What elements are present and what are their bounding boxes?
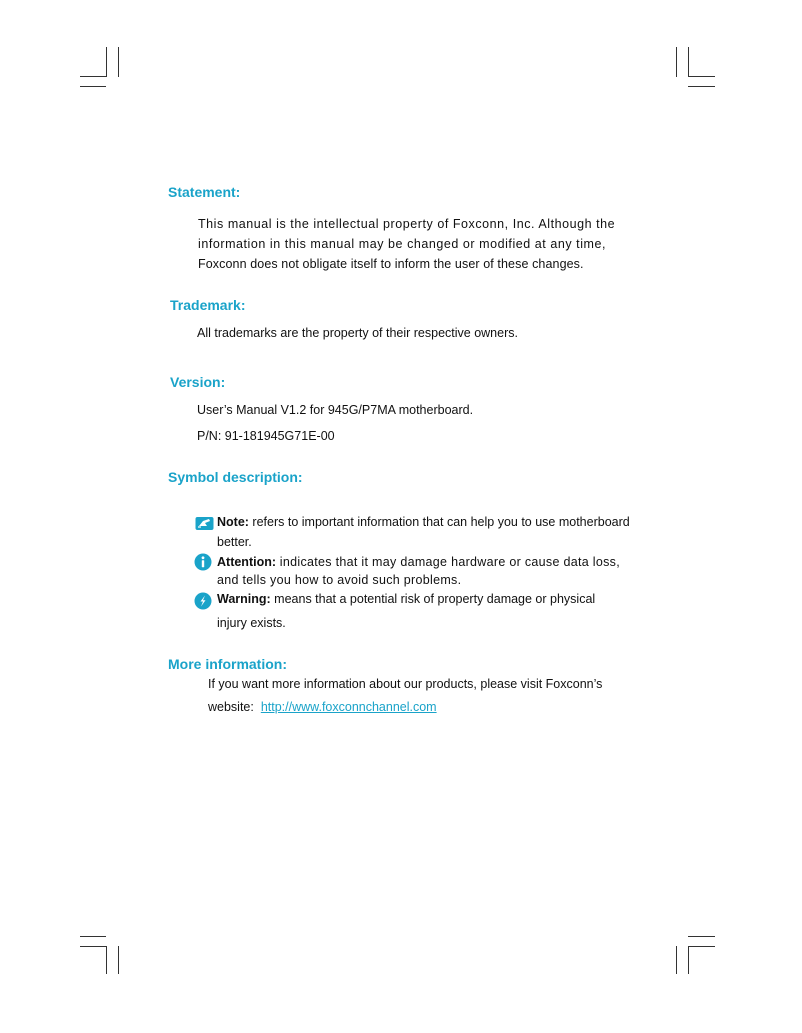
attention-line <box>217 555 620 569</box>
warning-line <box>217 592 595 606</box>
note-hand-icon <box>195 515 215 531</box>
statement-line-3: Foxconn does not obligate itself to inform the user of these changes. <box>198 257 584 271</box>
symbol-heading: Symbol description: <box>168 469 303 485</box>
version-manual: User’s Manual V1.2 for 945G/P7MA motherboard. <box>197 403 474 417</box>
attention-text: indicates that it may damage hardware or cause data loss, <box>276 555 620 569</box>
statement-line-2: information in this manual may be changed or modified at any time, <box>198 237 607 251</box>
statement-paragraph <box>198 214 615 274</box>
trademark-text: All trademarks are the property of their respective owners. <box>197 326 518 340</box>
attention-continuation: and tells you how to avoid such problems. <box>217 573 462 587</box>
warning-continuation: injury exists. <box>217 616 286 630</box>
trademark-heading: Trademark: <box>170 297 246 313</box>
note-continuation: better. <box>217 535 252 549</box>
note-label: Note: <box>217 515 249 529</box>
version-heading: Version: <box>170 374 226 390</box>
website-prefix: website: <box>208 700 261 714</box>
website-line <box>208 700 437 714</box>
warning-bolt-icon <box>194 592 212 610</box>
warning-label: Warning: <box>217 592 271 606</box>
more-info-heading: More information: <box>168 656 287 672</box>
website-link[interactable]: http://www.foxconnchannel.com <box>260 700 437 714</box>
note-text: refers to important information that can help you to use motherboard <box>248 515 630 529</box>
attention-label: Attention: <box>217 555 277 569</box>
statement-heading: Statement: <box>168 184 241 200</box>
info-icon <box>194 553 212 571</box>
note-line <box>217 515 630 529</box>
statement-line-1: This manual is the intellectual property of Foxconn, Inc. Although the <box>198 217 616 231</box>
more-info-line: If you want more information about our products, please visit Foxconn’s <box>208 677 603 691</box>
version-pn: P/N: 91-181945G71E-00 <box>197 429 335 443</box>
warning-text: means that a potential risk of property damage or physical <box>270 592 596 606</box>
